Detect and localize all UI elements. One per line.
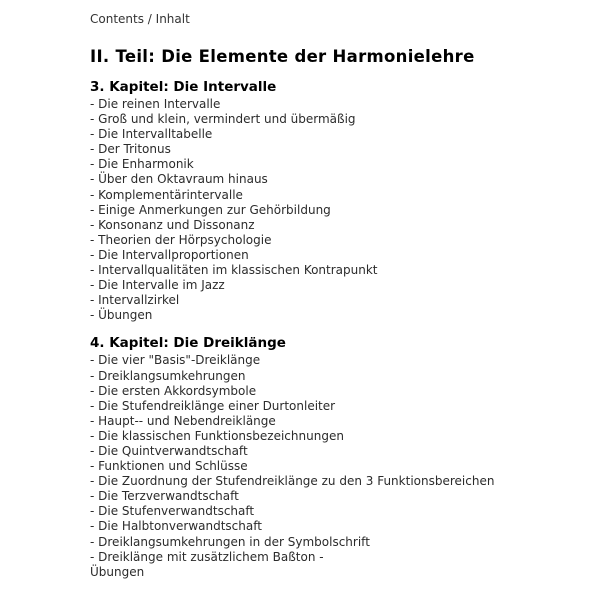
chapter-4-list [90, 353, 570, 579]
toc-item: - Intervallzirkel [90, 293, 180, 308]
toc-item: - Der Tritonus [90, 142, 171, 157]
toc-item: - Konsonanz und Dissonanz [90, 217, 255, 232]
toc-item: - Groß und klein, vermindert und übermäßig [90, 112, 356, 127]
toc-item: - Die Intervalle im Jazz [90, 278, 225, 293]
toc-item: - Die Zuordnung der Stufendreiklänge zu den 3 Funktionsbereichen [90, 474, 495, 489]
toc-item: - Die Terzverwandtschaft [90, 489, 239, 504]
toc-item: - Die Stufendreiklänge einer Durtonleiter [90, 398, 336, 413]
toc-item: - Intervallqualitäten im klassischen Kontrapunkt [90, 263, 378, 278]
chapter-4-section [90, 335, 570, 579]
toc-item: - Haupt-- und Nebendreiklänge [90, 413, 276, 428]
chapter-3-section [90, 79, 570, 323]
toc-item: - Die klassischen Funktionsbezeichnungen [90, 428, 344, 443]
toc-item: - Komplementärintervalle [90, 187, 243, 202]
toc-item: - Dreiklänge mit zusätzlichem Baßton - [90, 549, 324, 564]
toc-item: - Die Stufenverwandtschaft [90, 504, 255, 519]
chapter-4-heading: 4. Kapitel: Die Dreiklänge [90, 335, 286, 352]
toc-item: - Die Halbtonverwandtschaft [90, 519, 262, 534]
toc-item: Übungen [90, 564, 145, 579]
toc-item: - Einige Anmerkungen zur Gehörbildung [90, 202, 331, 217]
chapter-3-list [90, 97, 570, 323]
toc-item: - Dreiklangsumkehrungen in der Symbolschrift [90, 534, 370, 549]
contents-label: Contents / Inhalt [90, 12, 190, 26]
toc-item: - Die Enharmonik [90, 157, 194, 172]
toc-item: - Die Intervallproportionen [90, 247, 249, 262]
document-page [90, 12, 570, 580]
toc-item: - Die ersten Akkordsymbole [90, 383, 257, 398]
toc-item: - Die reinen Intervalle [90, 97, 221, 111]
chapter-3-heading: 3. Kapitel: Die Intervalle [90, 79, 277, 95]
toc-item: - Theorien der Hörpsychologie [90, 232, 272, 247]
toc-item: - Dreiklangsumkehrungen [90, 368, 246, 383]
toc-item: - Die Quintverwandtschaft [90, 443, 248, 458]
toc-item: - Über den Oktavraum hinaus [90, 172, 268, 187]
toc-item: - Übungen [90, 308, 153, 323]
page-title: II. Teil: Die Elemente der Harmonielehre [90, 47, 475, 66]
toc-item: - Die vier "Basis"-Dreiklänge [90, 353, 261, 368]
toc-item: - Funktionen und Schlüsse [90, 459, 248, 474]
toc-item: - Die Intervalltabelle [90, 127, 213, 142]
